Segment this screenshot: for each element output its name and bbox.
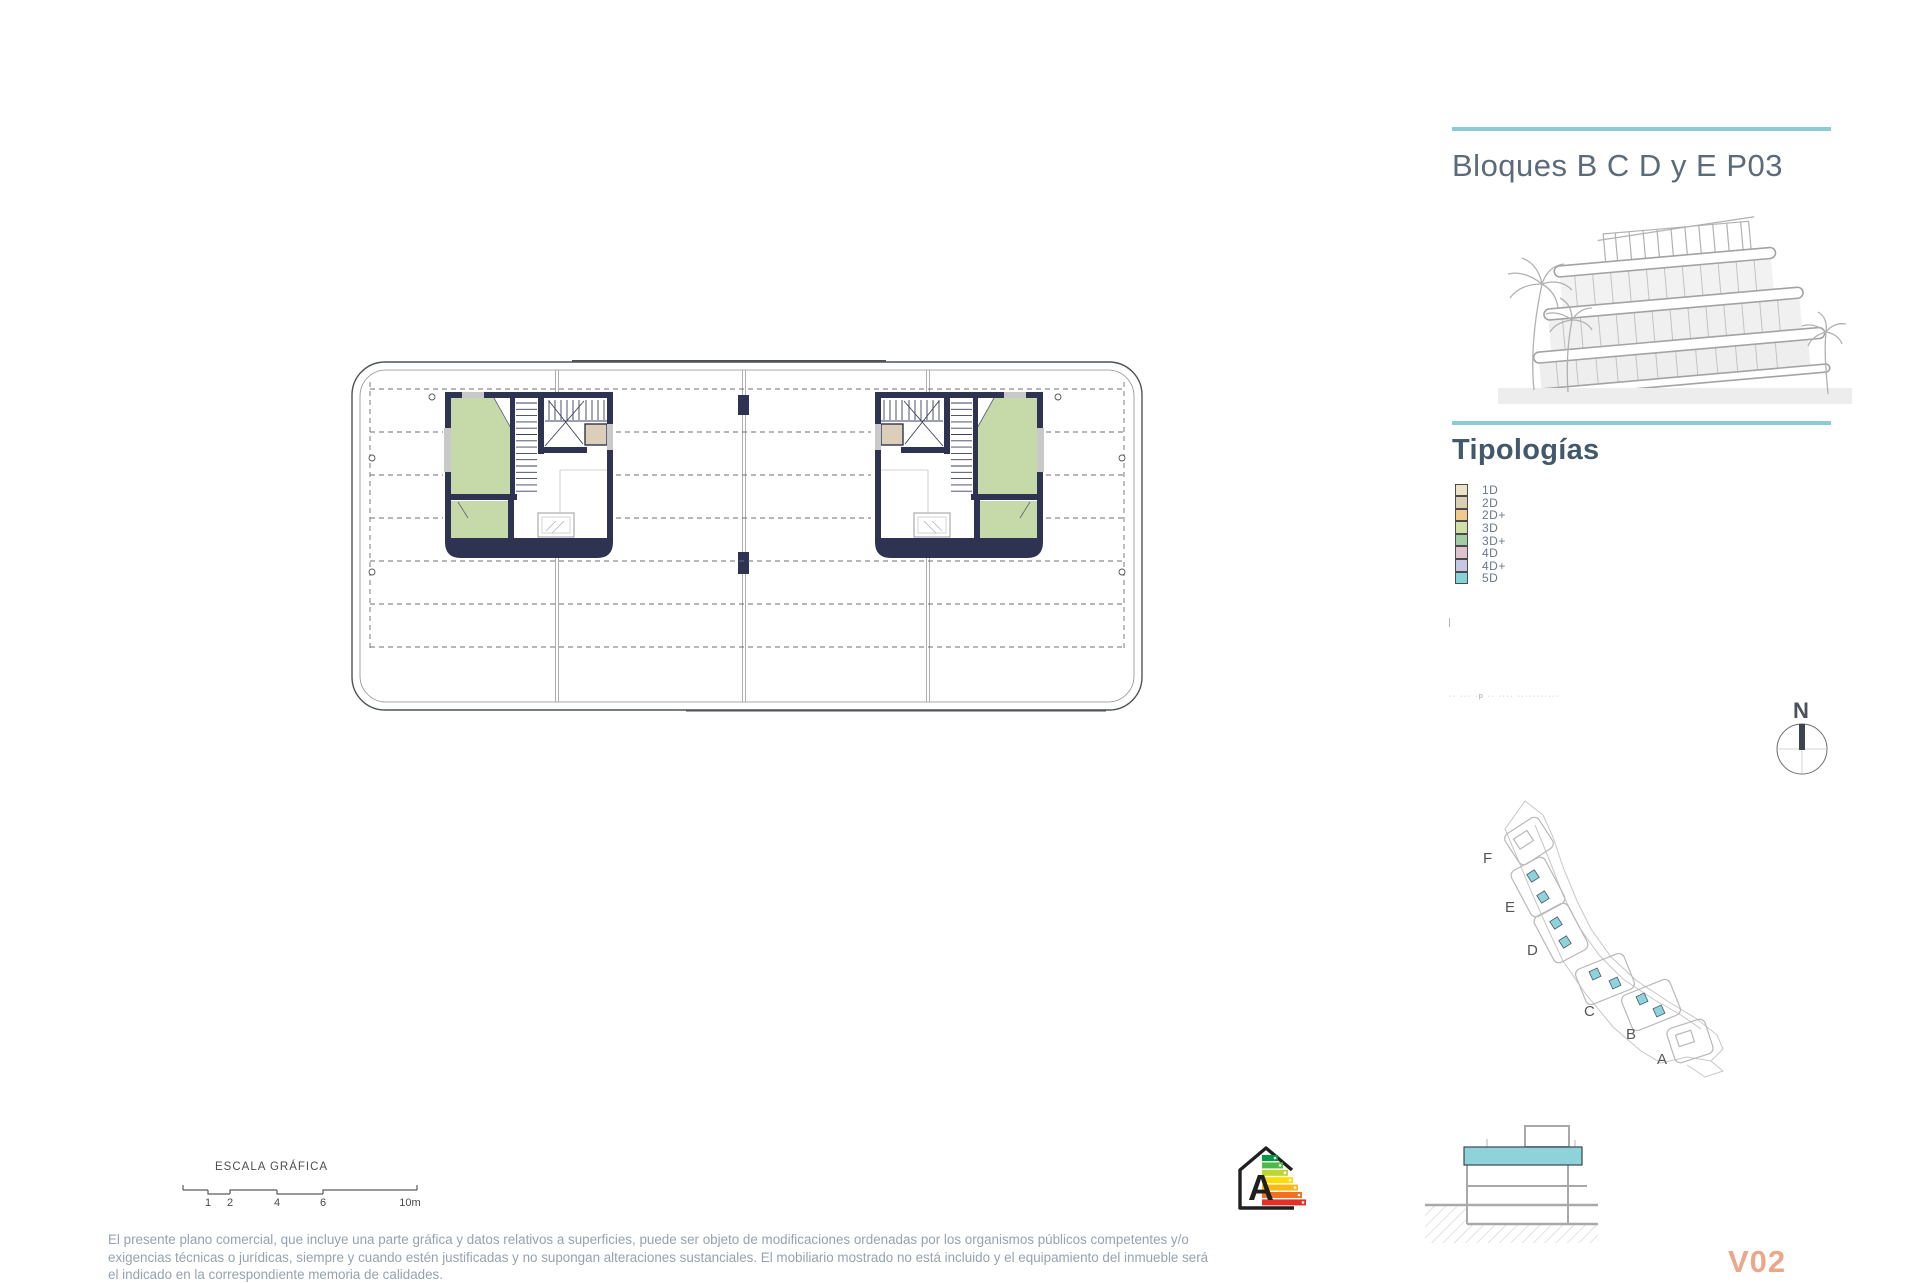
- page-title: Bloques B C D y E P03: [1452, 148, 1783, 183]
- svg-text:10m: 10m: [399, 1197, 421, 1209]
- legend-item: [1455, 560, 1506, 573]
- scale-ticks: [205, 1197, 421, 1209]
- typology-label: 4D+: [1482, 558, 1506, 573]
- legend-item: [1455, 572, 1506, 585]
- typology-label: 2D+: [1482, 508, 1506, 523]
- disclaimer-line: El presente plano comercial, que incluye una parte gráfica y datos relativos a superficies, puede ser objeto de modificaciones ordenadas por los organismos públicos competentes y/o: [108, 1232, 1189, 1247]
- typology-color-swatch: [1455, 559, 1468, 572]
- block-letters: [1483, 850, 1667, 1068]
- typology-color-swatch: [1455, 484, 1468, 497]
- floor-plan-drawing: [340, 350, 1160, 720]
- legend-item: [1455, 522, 1506, 535]
- typology-label: 5D: [1482, 571, 1499, 586]
- typology-color-swatch: [1455, 509, 1468, 522]
- legend-item: [1455, 509, 1506, 522]
- fine-print: ·· ··· ·p ·· ···· ···········: [1449, 693, 1560, 700]
- typology-label: 3D: [1482, 521, 1499, 536]
- legend-item: [1455, 547, 1506, 560]
- typology-color-swatch: [1455, 521, 1468, 534]
- north-compass-icon: [1765, 692, 1837, 782]
- legend-item: [1455, 534, 1506, 547]
- scale-title: ESCALA GRÁFICA: [215, 1161, 329, 1173]
- svg-text:2: 2: [226, 1197, 234, 1209]
- disclaimer-line: exigencias técnicas o jurídicas, siempre y cuando estén justificadas y no supongan alteraciones sustanciales. El mobiliario mostrado no está incluido y el equipamiento del inmueble será: [108, 1249, 1209, 1265]
- legend-item: [1455, 484, 1506, 497]
- site-plan-key: [1465, 795, 1765, 1095]
- typology-label: 1D: [1482, 483, 1499, 498]
- typology-color-swatch: [1455, 572, 1468, 585]
- svg-text:1: 1: [204, 1197, 212, 1209]
- disclaimer: [108, 1231, 1408, 1284]
- sketch-ground: [1498, 388, 1852, 404]
- svg-text:6: 6: [319, 1197, 327, 1209]
- elevator: [585, 424, 607, 445]
- typology-label: 2D: [1482, 495, 1499, 510]
- scale-bar-line: [183, 1185, 417, 1194]
- version-label: V02: [1728, 1244, 1787, 1279]
- highlighted-floor-p03: [1464, 1147, 1582, 1165]
- block-label-d: D: [1527, 942, 1538, 959]
- energy-letter: A: [1248, 1167, 1274, 1208]
- apartment-unit-plan-mirrored: [875, 392, 1044, 558]
- block-label-a: A: [1657, 1051, 1668, 1068]
- typology-color-swatch: [1455, 534, 1468, 547]
- skylight: [538, 513, 574, 537]
- joint-block: [738, 552, 749, 574]
- highlighted-units: [1527, 870, 1665, 1017]
- typologies-legend: [1455, 484, 1506, 585]
- svg-text:4: 4: [273, 1197, 281, 1209]
- block-label-b: B: [1626, 1026, 1637, 1043]
- building-sketch: [1490, 212, 1862, 416]
- typologies-title: Tipologías: [1452, 434, 1600, 466]
- parcel-outline: [1505, 801, 1723, 1077]
- divider-line-top: [1452, 127, 1831, 131]
- typology-color-swatch: [1455, 546, 1468, 559]
- disclaimer-line: el indicado en la correspondiente memoria de calidades.: [108, 1267, 443, 1282]
- legend-item: [1455, 497, 1506, 510]
- block-label-c: C: [1584, 1003, 1595, 1020]
- svg-text:N: N: [1793, 698, 1809, 723]
- block-label-f: F: [1483, 850, 1493, 867]
- typology-label: 3D+: [1482, 533, 1506, 548]
- block-outlines: [1502, 815, 1714, 1064]
- divider-line-bottom: [1452, 421, 1831, 425]
- typology-label: 4D: [1482, 546, 1499, 561]
- graphic-scale: [180, 1150, 440, 1212]
- tick-mark: [1449, 618, 1450, 627]
- apartment-unit-plan: [444, 392, 613, 558]
- section-key: [1415, 1112, 1615, 1257]
- joint-block: [738, 395, 749, 415]
- typology-color-swatch: [1455, 496, 1468, 509]
- energy-rating-icon: [1232, 1142, 1310, 1220]
- block-label-e: E: [1505, 899, 1516, 916]
